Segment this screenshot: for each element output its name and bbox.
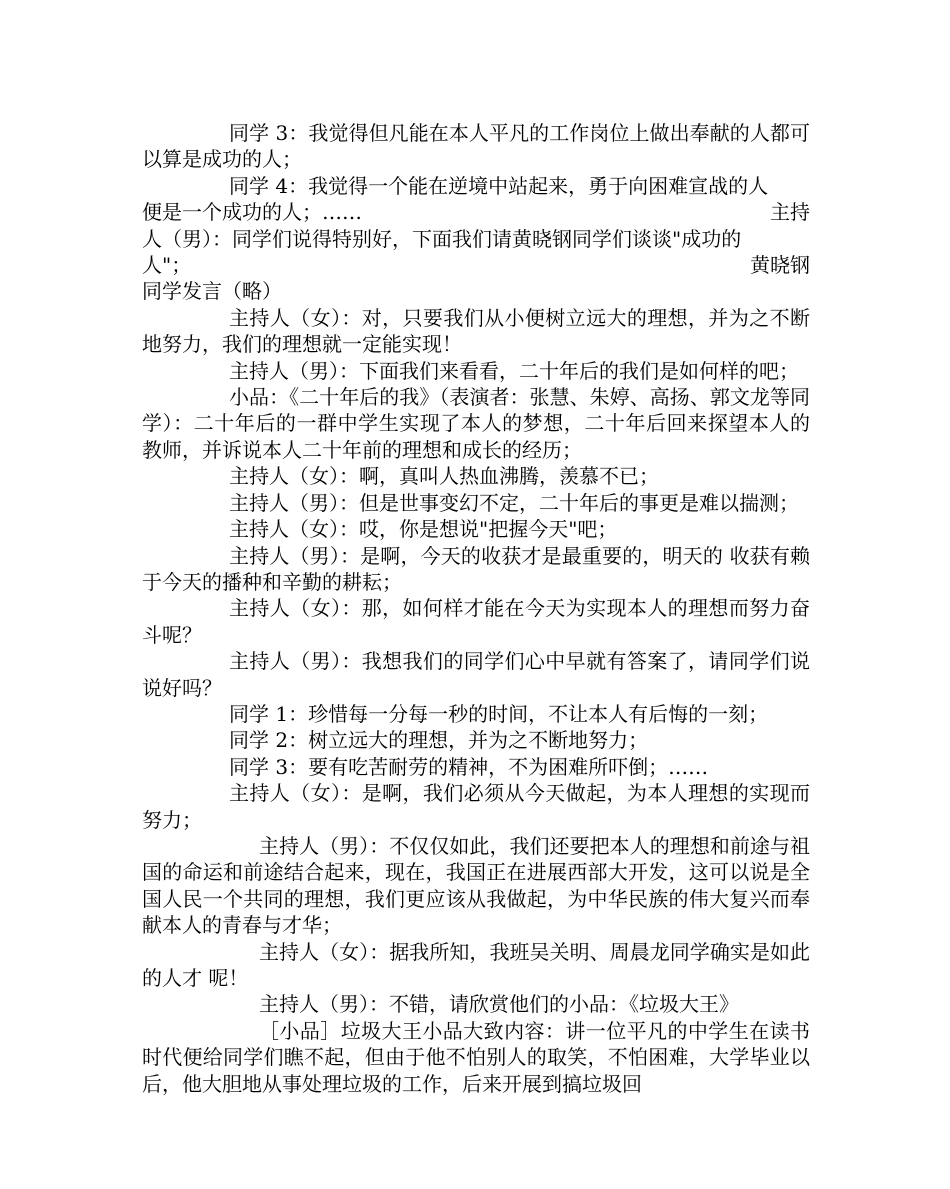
line-text: 黄晓钢 bbox=[750, 253, 810, 278]
paragraph: 同学 3：要有吃苦耐劳的精神，不为困难所吓倒；…… bbox=[229, 754, 709, 779]
paragraph-line bbox=[142, 252, 810, 278]
paragraph: 主持人（男）：但是世事变幻不定，二十年后的事更是难以揣测； bbox=[229, 490, 799, 515]
paragraph: 主持人（女）：哎，你是想说"把握今天"吧； bbox=[229, 517, 618, 542]
paragraph: 主持人（女）：啊，真叫人热血沸腾，羡慕不已； bbox=[229, 464, 659, 489]
paragraph: 人（男）：同学们说得特别好，下面我们请黄晓钢同学们谈谈"成功的 bbox=[142, 226, 742, 251]
line-text: 便是一个成功的人；…… bbox=[142, 200, 362, 225]
paragraph: 主持人（男）：是啊，今天的收获才是最重要的，明天的 收获有赖于今天的播种和辛勤的耕耘； bbox=[142, 543, 810, 594]
paragraph: 同学 4：我觉得一个能在逆境中站起来，勇于向困难宣战的人 bbox=[229, 173, 769, 198]
paragraph: ［小品］垃圾大王小品大致内容：讲一位平凡的中学生在读书时代便给同学们瞧不起，但由于他不怕别人的取笑，不怕困难，大学毕业以后，他大胆地从事处理垃圾的工作，后来开展到搞垃圾回 bbox=[142, 1018, 810, 1096]
line-text: 人"； bbox=[142, 253, 192, 278]
paragraph: 同学发言（略） bbox=[142, 279, 282, 304]
paragraph: 主持人（男）：不错，请欣赏他们的小品：《垃圾大王》 bbox=[259, 992, 739, 1017]
script-text bbox=[142, 120, 810, 1097]
paragraph: 主持人（女）：据我所知，我班吴关明、周晨龙同学确实是如此的人才 呢！ bbox=[142, 939, 810, 990]
paragraph: 主持人（男）：下面我们来看看，二十年后的我们是如何样的吧； bbox=[229, 358, 799, 383]
paragraph: 同学 2：树立远大的理想，并为之不断地努力； bbox=[229, 728, 649, 753]
paragraph: 主持人（男）：不仅仅如此，我们还要把本人的理想和前途与祖国的命运和前途结合起来，现在，我国正在进展西部大开发，这可以说是全国人民一个共同的理想，我们更应该从我做起，为中华民族的伟大复兴而奉献本人的青春与才华； bbox=[142, 833, 810, 938]
paragraph-line bbox=[142, 199, 810, 225]
paragraph: 主持人（女）：那，如何样才能在今天为实现本人的理想而努力奋斗呢？ bbox=[142, 596, 810, 647]
paragraph: 同学 1：珍惜每一分每一秒的时间，不让本人有后悔的一刻； bbox=[229, 701, 769, 726]
paragraph: 主持人（女）：对，只要我们从小便树立远大的理想，并为之不断地努力，我们的理想就一定能实现！ bbox=[142, 305, 810, 357]
line-text: 主持 bbox=[770, 200, 810, 225]
paragraph: 主持人（男）：我想我们的同学们心中早就有答案了，请同学们说说好吗？ bbox=[142, 649, 810, 700]
paragraph: 主持人（女）：是啊，我们必须从今天做起，为本人理想的实现而努力； bbox=[142, 781, 810, 832]
paragraph: 同学 3：我觉得但凡能在本人平凡的工作岗位上做出奉献的人都可以算是成功的人； bbox=[142, 121, 810, 172]
paragraph: 小品：《二十年后的我》（表演者：张慧、朱婷、高扬、郭文龙等同学）：二十年后的一群中学生实现了本人的梦想，二十年后回来探望本人的教师，并诉说本人二十年前的理想和成长的经历； bbox=[142, 385, 810, 462]
